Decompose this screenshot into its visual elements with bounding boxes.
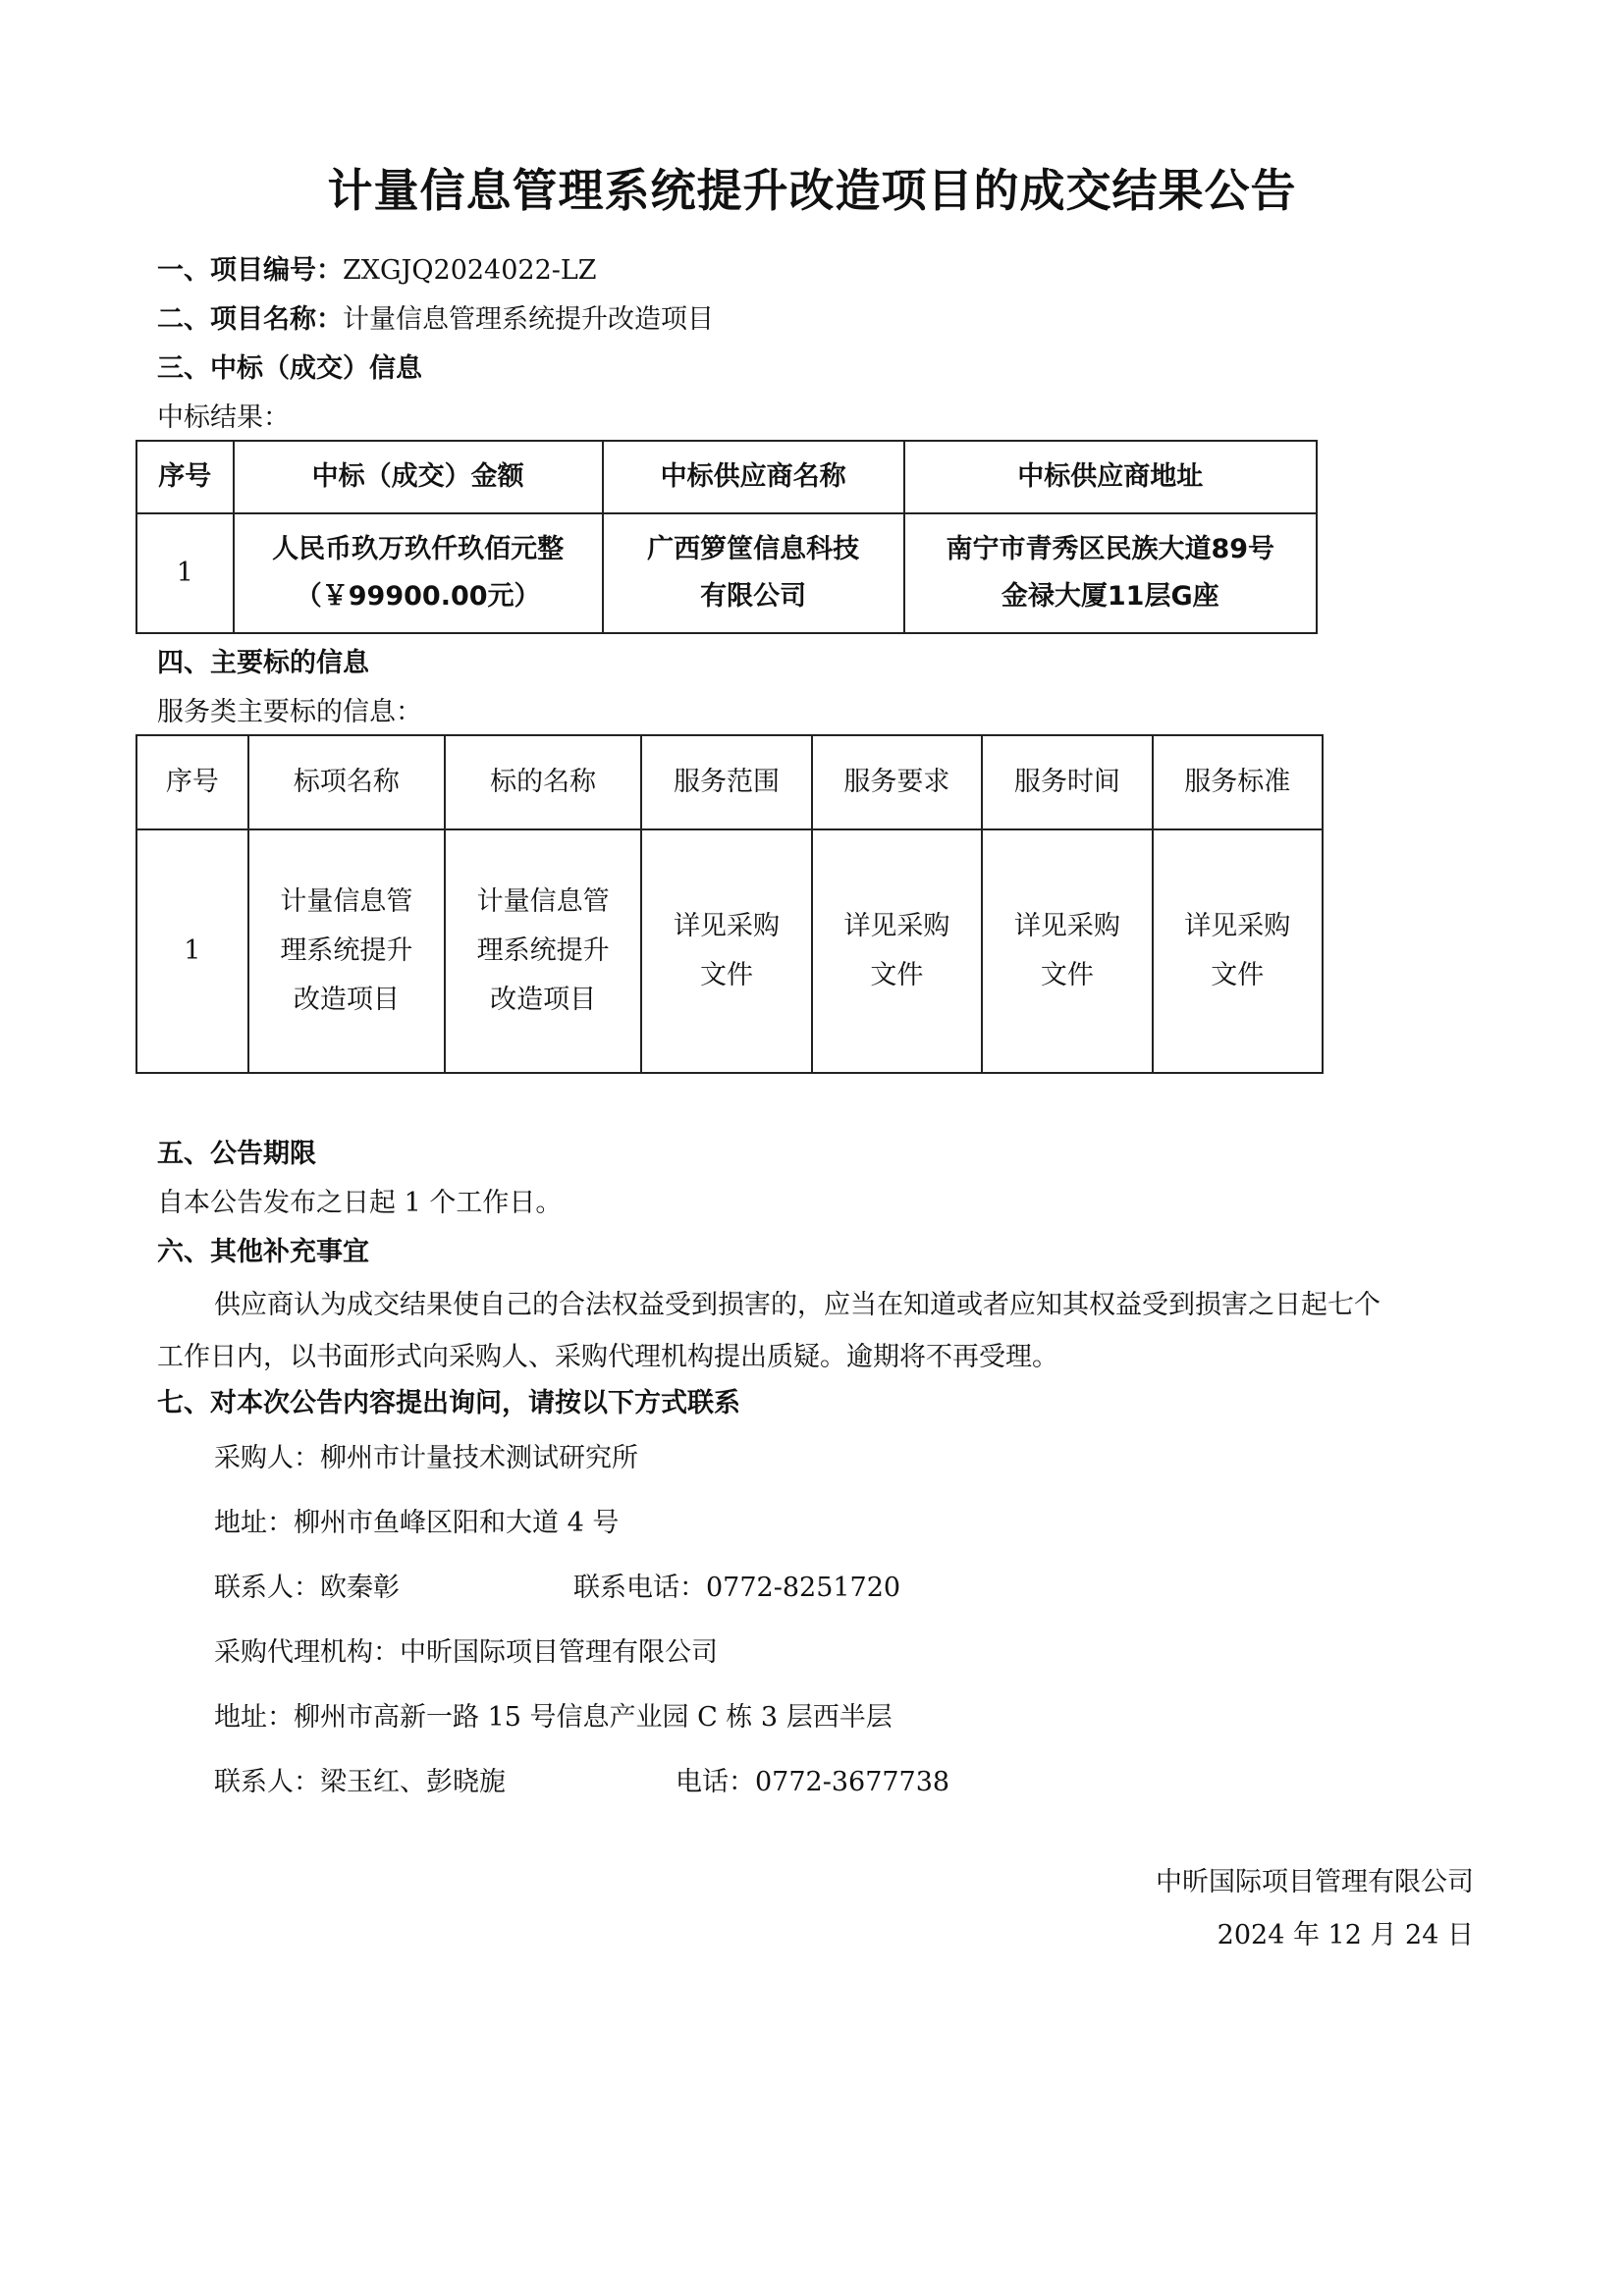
supplier-address-line: 南宁市青秀区民族大道89号 [946,534,1275,564]
project-name-value: 计量信息管理系统提升改造项目 [343,304,714,335]
service-time-line: 详见采购 [1013,911,1120,941]
supplier-address-line: 金禄大厦11层G座 [1001,581,1219,612]
header-cell: 序号 [136,735,248,829]
supplier-name-line: 广西箩筐信息科技 [647,534,860,564]
purchaser-contact: 联系人：欧秦彰 [214,1573,400,1603]
service-scope-line: 详见采购 [673,911,780,941]
item-name-line: 理系统提升 [280,935,413,966]
service-standard [1153,829,1323,1073]
item-name-line: 改造项目 [293,985,400,1015]
subject-table [135,734,1324,1074]
row-number: 1 [136,829,248,1073]
supplier-address [904,513,1317,633]
project-number-value: ZXGJQ2024022-LZ [343,255,597,286]
item-name-line: 计量信息管 [280,886,413,917]
section-5-heading: 五、公告期限 [157,1139,316,1169]
supplier-name [603,513,904,633]
table-row [136,513,1317,633]
announcement-period: 自本公告发布之日起 1 个工作日。 [157,1188,563,1218]
subject-name-line: 计量信息管 [476,886,610,917]
section-6-heading: 六、其他补充事宜 [157,1237,369,1267]
header-cell: 服务时间 [982,735,1152,829]
service-time [982,829,1152,1073]
page-title: 计量信息管理系统提升改造项目的成交结果公告 [327,164,1297,217]
subject-name-line: 改造项目 [490,985,597,1015]
section-4-heading: 四、主要标的信息 [157,648,369,678]
purchaser-name: 采购人：柳州市计量技术测试研究所 [214,1443,638,1473]
section-4-subheading: 服务类主要标的信息： [157,697,422,727]
agency-phone: 电话：0772-3677738 [676,1767,950,1797]
section-3-subheading: 中标结果： [157,402,290,433]
agency-name: 采购代理机构：中昕国际项目管理有限公司 [214,1637,718,1668]
award-amount [234,513,603,633]
purchaser-address: 地址：柳州市鱼峰区阳和大道 4 号 [214,1508,620,1538]
header-cell: 中标（成交）金额 [234,441,603,513]
header-cell: 服务范围 [641,735,811,829]
service-requirement-line: 文件 [870,960,924,990]
header-cell: 服务标准 [1153,735,1323,829]
project-number-row [157,253,597,289]
subject-table-header [136,735,1323,829]
award-table-header [136,441,1317,513]
header-cell: 标的名称 [445,735,641,829]
header-cell: 中标供应商地址 [904,441,1317,513]
agency-address: 地址：柳州市高新一路 15 号信息产业园 C 栋 3 层西半层 [214,1702,893,1733]
project-name-row [157,302,714,338]
service-time-line: 文件 [1040,960,1094,990]
award-table [135,440,1318,634]
supplement-paragraph-line1: 供应商认为成交结果使自己的合法权益受到损害的，应当在知道或者应知其权益受到损害之日起七个 [214,1290,1380,1320]
subject-name-line: 理系统提升 [476,935,610,966]
item-name [248,829,445,1073]
service-scope [641,829,811,1073]
purchaser-phone: 联系电话：0772-8251720 [573,1573,901,1603]
service-requirement-line: 详见采购 [843,911,950,941]
award-amount-figure: （￥99900.00元） [295,581,541,612]
row-number: 1 [136,513,234,633]
subject-name [445,829,641,1073]
project-name-label: 二、项目名称： [157,304,343,335]
supplement-paragraph-line2: 工作日内，以书面形式向采购人、采购代理机构提出质疑。逾期将不再受理。 [157,1342,1058,1372]
section-3-heading: 三、中标（成交）信息 [157,353,422,384]
supplier-name-line: 有限公司 [700,581,807,612]
footer-date: 2024 年 12 月 24 日 [1217,1920,1474,1950]
service-scope-line: 文件 [699,960,753,990]
header-cell: 序号 [136,441,234,513]
header-cell: 标项名称 [248,735,445,829]
table-row [136,829,1323,1073]
project-number-label: 一、项目编号： [157,255,343,286]
header-cell: 中标供应商名称 [603,441,904,513]
service-standard-line: 详见采购 [1184,911,1291,941]
agency-contact: 联系人：梁玉红、彭晓旎 [214,1767,506,1797]
service-standard-line: 文件 [1211,960,1265,990]
header-cell: 服务要求 [812,735,982,829]
footer-company: 中昕国际项目管理有限公司 [1156,1867,1474,1897]
service-requirement [812,829,982,1073]
section-7-heading: 七、对本次公告内容提出询问，请按以下方式联系 [157,1388,740,1418]
award-amount-words: 人民币玖万玖仟玖佰元整 [272,534,565,564]
